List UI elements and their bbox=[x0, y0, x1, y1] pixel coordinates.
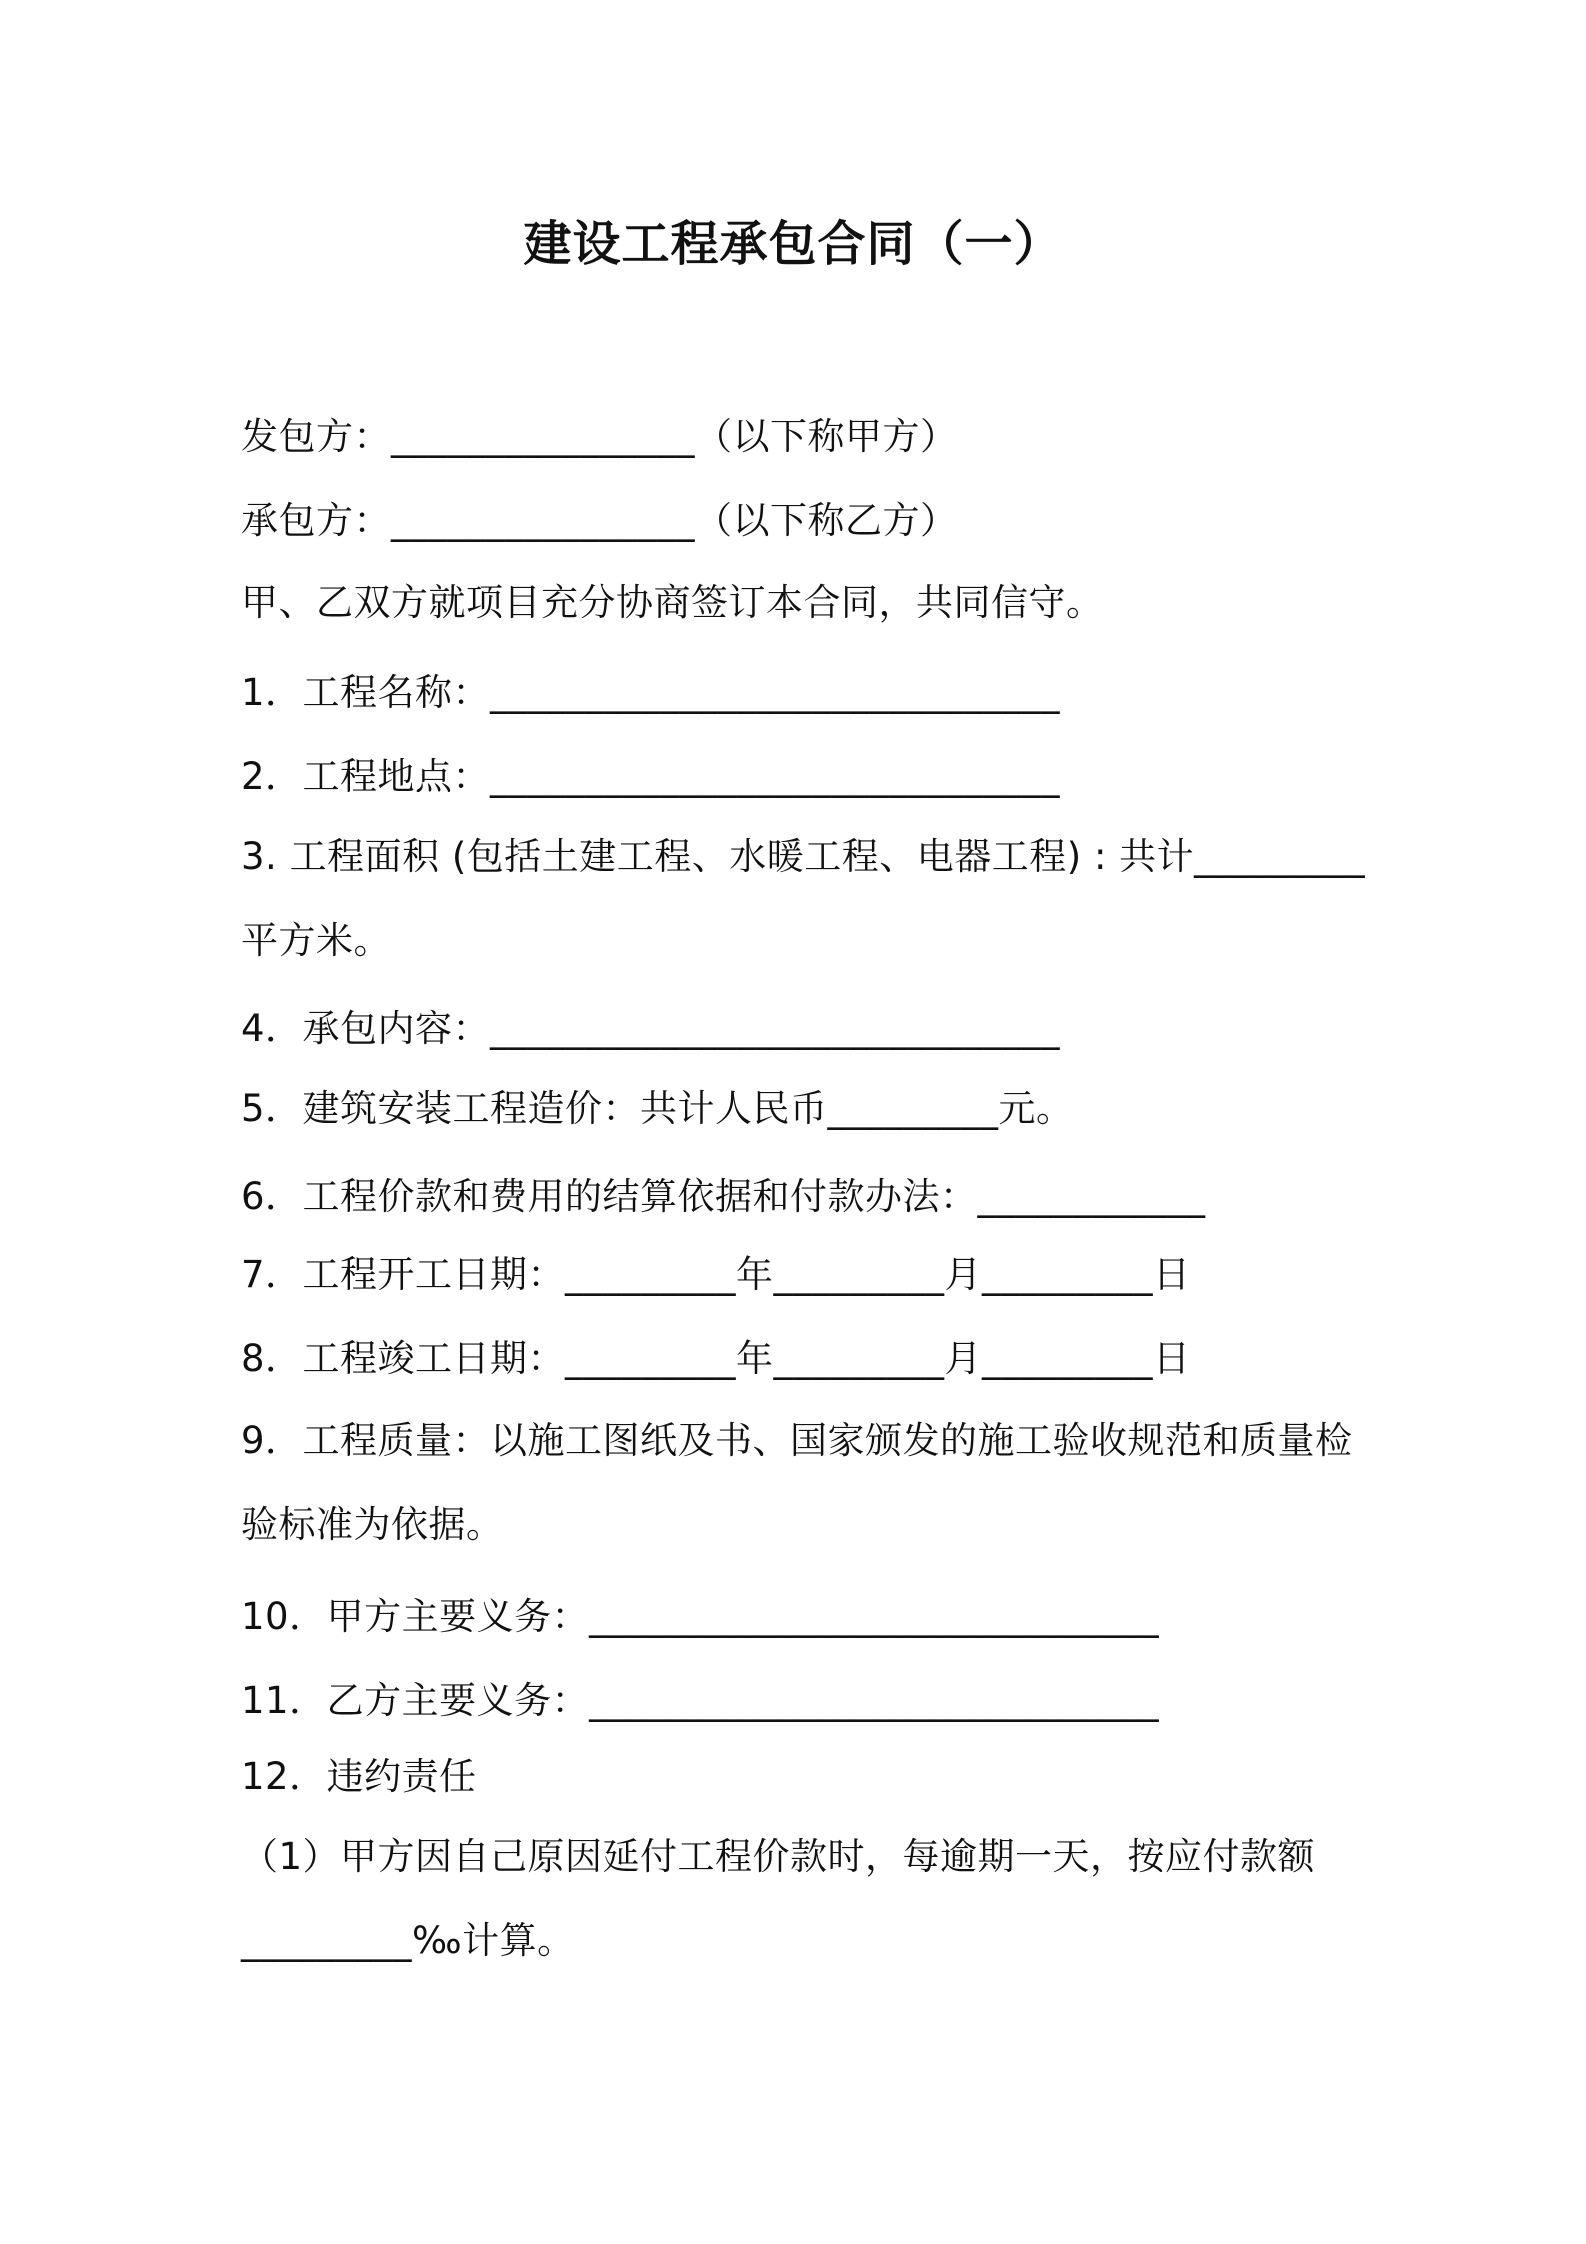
clause-4-contract-scope: 4．承包内容：______________________________ bbox=[241, 1007, 1061, 1050]
clause-3-project-area: 3. 工程面积 (包括土建工程、水暖工程、电器工程) : 共计_________ bbox=[241, 835, 1366, 878]
clause-12-item-1: （1）甲方因自己原因延付工程价款时，每逾期一天，按应付款额 bbox=[241, 1835, 1316, 1878]
clause-2-project-location: 2．工程地点：______________________________ bbox=[241, 755, 1061, 798]
clause-10-party-a-obligations: 10．甲方主要义务：______________________________ bbox=[241, 1595, 1160, 1638]
clause-3-continuation: 平方米。 bbox=[241, 919, 391, 962]
clause-6-settlement-method: 6．工程价款和费用的结算依据和付款办法：____________ bbox=[241, 1175, 1206, 1218]
party-a-line: 发包方：________________（以下称甲方） bbox=[241, 415, 958, 458]
document-title: 建设工程承包合同（一） bbox=[523, 216, 1063, 272]
agreement-statement: 甲、乙双方就项目充分协商签订本合同，共同信守。 bbox=[241, 581, 1104, 624]
clause-8-completion-date: 8．工程竣工日期：_________年_________月_________日 bbox=[241, 1337, 1191, 1380]
clause-5-project-cost: 5．建筑安装工程造价：共计人民币_________元。 bbox=[241, 1087, 1074, 1130]
party-b-line: 承包方：________________（以下称乙方） bbox=[241, 499, 958, 542]
clause-11-party-b-obligations: 11．乙方主要义务：______________________________ bbox=[241, 1679, 1160, 1722]
clause-9-continuation: 验标准为依据。 bbox=[241, 1503, 504, 1546]
clause-12-item-1-continuation: _________‰计算。 bbox=[241, 1919, 575, 1962]
clause-1-project-name: 1．工程名称：______________________________ bbox=[241, 671, 1061, 714]
clause-7-start-date: 7．工程开工日期：_________年_________月_________日 bbox=[241, 1253, 1191, 1296]
clause-12-liability-heading: 12．违约责任 bbox=[241, 1755, 477, 1798]
clause-9-project-quality: 9．工程质量：以施工图纸及书、国家颁发的施工验收规范和质量检 bbox=[241, 1419, 1353, 1462]
